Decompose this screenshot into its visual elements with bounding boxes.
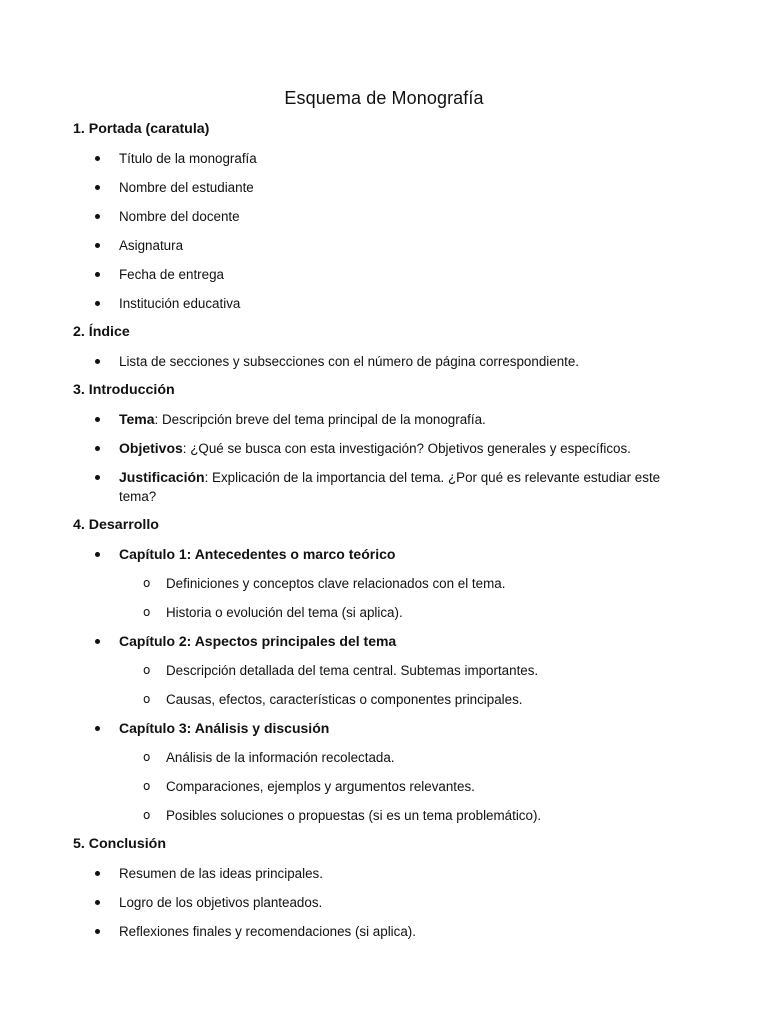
desarrollo-list: [73, 545, 693, 825]
circle-bullet-icon: o: [143, 779, 151, 793]
bullet-icon: [95, 185, 100, 190]
list-item-text: Reflexiones finales y recomendaciones (si aplica).: [119, 924, 416, 939]
section-heading-conclusion: 5. Conclusión: [73, 836, 167, 852]
circle-bullet-icon: o: [143, 605, 151, 619]
sublist-item: [119, 574, 693, 593]
list-item: [73, 864, 693, 883]
bullet-icon: [95, 156, 100, 161]
bullet-icon: [95, 301, 100, 306]
circle-bullet-icon: o: [143, 576, 151, 590]
bullet-icon: [95, 929, 100, 934]
list-item: [73, 149, 693, 168]
introduccion-list: [73, 410, 693, 506]
circle-bullet-icon: o: [143, 808, 151, 822]
circle-bullet-icon: o: [143, 750, 151, 764]
term-description: : Descripción breve del tema principal de la monografía.: [154, 412, 486, 427]
term-description: : Explicación de la importancia del tema. ¿Por qué es relevante estudiar este tema?: [119, 470, 661, 504]
bullet-icon: [95, 639, 100, 644]
sublist-item-text: Causas, efectos, características o componentes principales.: [166, 692, 523, 707]
list-item: [73, 468, 693, 506]
chapter-item: [73, 719, 693, 825]
term-description: : ¿Qué se busca con esta investigación? Objetivos generales y específicos.: [182, 441, 631, 456]
bullet-icon: [95, 359, 100, 364]
list-item-text: Logro de los objetivos planteados.: [119, 895, 323, 910]
list-item: [73, 178, 693, 197]
section-heading-introduccion: 3. Introducción: [73, 382, 175, 398]
sublist-item: [119, 806, 693, 825]
term-label: Objetivos: [119, 440, 183, 456]
section-heading-desarrollo: 4. Desarrollo: [73, 517, 159, 533]
list-item: [73, 439, 693, 458]
sublist-item: [119, 690, 693, 709]
term-label: Justificación: [119, 469, 205, 485]
list-item: [73, 352, 693, 371]
sublist-item-text: Historia o evolución del tema (si aplica).: [166, 605, 403, 620]
document-body: [73, 118, 693, 951]
chapter-item: [73, 545, 693, 622]
list-item-text: Resumen de las ideas principales.: [119, 866, 323, 881]
sublist-item: [119, 603, 693, 622]
chapter-sublist: [119, 661, 693, 709]
list-item: [73, 922, 693, 941]
conclusion-list: [73, 864, 693, 941]
bullet-icon: [95, 552, 100, 557]
chapter-title: Capítulo 1: Antecedentes o marco teórico: [119, 546, 396, 562]
chapter-sublist: [119, 748, 693, 825]
bullet-icon: [95, 475, 100, 480]
list-item-text: Nombre del estudiante: [119, 180, 254, 195]
sublist-item: [119, 661, 693, 680]
chapter-title: Capítulo 3: Análisis y discusión: [119, 720, 330, 736]
indice-list: [73, 352, 693, 371]
sublist-item-text: Posibles soluciones o propuestas (si es un tema problemático).: [166, 808, 542, 823]
section-heading-portada: 1. Portada (caratula): [73, 121, 210, 137]
bullet-icon: [95, 417, 100, 422]
list-item-text: Asignatura: [119, 238, 184, 253]
bullet-icon: [95, 272, 100, 277]
sublist-item: [119, 777, 693, 796]
sublist-item-text: Definiciones y conceptos clave relacionados con el tema.: [166, 576, 506, 591]
list-item-text: Institución educativa: [119, 296, 241, 311]
list-item-text: Nombre del docente: [119, 209, 240, 224]
bullet-icon: [95, 871, 100, 876]
sublist-item-text: Comparaciones, ejemplos y argumentos relevantes.: [166, 779, 475, 794]
list-item: [73, 265, 693, 284]
list-item: [73, 893, 693, 912]
list-item: [73, 207, 693, 226]
bullet-icon: [95, 214, 100, 219]
list-item: [73, 294, 693, 313]
bullet-icon: [95, 243, 100, 248]
sublist-item: [119, 748, 693, 767]
circle-bullet-icon: o: [143, 692, 151, 706]
circle-bullet-icon: o: [143, 663, 151, 677]
list-item-text: Lista de secciones y subsecciones con el número de página correspondiente.: [119, 354, 580, 369]
list-item-text: Título de la monografía: [119, 151, 257, 166]
list-item: [73, 410, 693, 429]
document-title: Esquema de Monografía: [284, 88, 484, 108]
bullet-icon: [95, 446, 100, 451]
list-item: [73, 236, 693, 255]
chapter-title: Capítulo 2: Aspectos principales del tema: [119, 633, 397, 649]
chapter-sublist: [119, 574, 693, 622]
bullet-icon: [95, 726, 100, 731]
section-heading-indice: 2. Índice: [73, 324, 130, 340]
chapter-item: [73, 632, 693, 709]
term-label: Tema: [119, 411, 155, 427]
sublist-item-text: Descripción detallada del tema central. Subtemas importantes.: [166, 663, 539, 678]
portada-list: [73, 149, 693, 313]
bullet-icon: [95, 900, 100, 905]
sublist-item-text: Análisis de la información recolectada.: [166, 750, 395, 765]
list-item-text: Fecha de entrega: [119, 267, 224, 282]
